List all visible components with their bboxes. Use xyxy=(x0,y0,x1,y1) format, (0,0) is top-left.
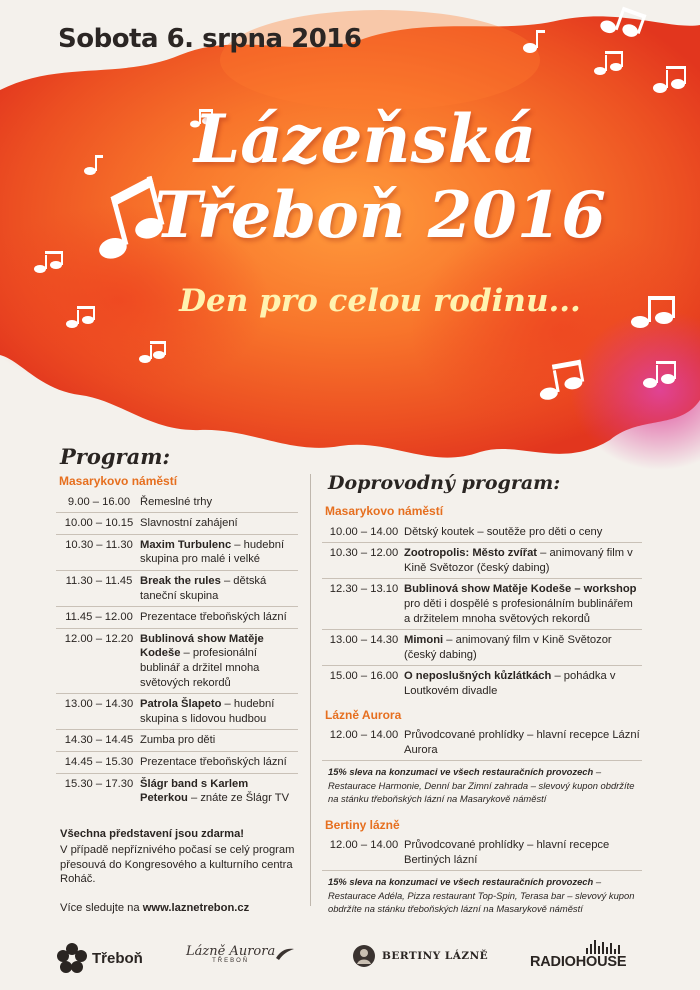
activity-description: Řemeslné trhy xyxy=(140,495,213,508)
program-activity xyxy=(138,574,298,603)
program-row xyxy=(322,522,642,543)
program-heading: Program: xyxy=(60,444,171,469)
activity-description: Prezentace třeboňských lázní xyxy=(140,611,287,624)
column-divider xyxy=(310,474,311,906)
side-program-list-2 xyxy=(322,725,642,760)
program-row xyxy=(56,729,298,751)
program-time: 12.00 – 14.00 xyxy=(329,729,399,742)
logo-lazne-aurora xyxy=(186,944,295,964)
activity-description: – animovaný film v Kině Světozor (český dabing) xyxy=(404,547,633,574)
program-row xyxy=(322,542,642,578)
event-subtitle: Den pro celou rodinu... xyxy=(179,283,581,319)
program-time: 9.00 – 16.00 xyxy=(67,495,131,508)
event-title-line2: Třeboň 2016 xyxy=(154,178,606,253)
website-line xyxy=(56,901,298,916)
side-program-heading: Doprovodný program: xyxy=(328,472,561,494)
venue-aurora: Lázně Aurora xyxy=(325,707,402,722)
venue-masarykovo: Masarykovo náměstí xyxy=(59,474,178,488)
program-row xyxy=(56,492,298,513)
activity-description: – hudební skupina pro malé i velké xyxy=(140,538,285,566)
program-time: 11.45 – 12.00 xyxy=(65,611,133,624)
free-note: Všechna představení jsou zdarma! xyxy=(60,827,245,840)
activity-description: Průvodcované prohlídky – hlavní recepce Lázní Aurora xyxy=(404,729,640,756)
program-row xyxy=(56,512,298,534)
program-time: 13.00 – 14.30 xyxy=(329,634,399,647)
program-time: 10.30 – 11.30 xyxy=(65,538,133,551)
activity-description: – znáte ze Šlágr TV xyxy=(187,792,290,805)
program-row xyxy=(322,578,642,629)
discount-note-bertiny xyxy=(322,870,642,921)
program-time: 14.45 – 15.30 xyxy=(64,755,134,768)
activity-highlight: Mimoni xyxy=(404,634,444,647)
program-time: 12.00 – 12.20 xyxy=(64,632,134,645)
program-row xyxy=(56,751,298,773)
program-activity xyxy=(402,525,642,540)
side-program-column xyxy=(322,504,642,922)
program-row xyxy=(56,628,298,693)
website-link[interactable]: www.laznetrebon.cz xyxy=(142,902,250,915)
program-time: 12.30 – 13.10 xyxy=(329,583,399,596)
discount-text: – Restaurace Harmonie, Denní bar Zimní zahrada – slevový kupon obdržíte na stánku třeboňských lázní na Masarykově náměstí xyxy=(328,766,635,805)
activity-highlight: Bublinová show Matěje Kodeše xyxy=(140,632,264,660)
activity-description: – hudební skupina s lidovou hudbou xyxy=(140,698,275,725)
program-activity xyxy=(138,495,298,510)
logo-bertiny-text: BERTINY LÁZNĚ xyxy=(382,950,489,962)
program-row xyxy=(56,693,298,729)
program-time: 10.00 – 14.00 xyxy=(329,525,399,538)
venue-masarykovo-side: Masarykovo náměstí xyxy=(325,504,444,518)
swoosh-icon xyxy=(275,946,295,962)
logo-aurora-text: Lázně Aurora xyxy=(186,944,276,959)
logo-radiohouse xyxy=(530,940,626,970)
logo-trebon-text: Třeboň xyxy=(92,949,143,967)
logo-aurora-subtext: TŘEBOŇ xyxy=(212,958,250,964)
program-time: 11.30 – 11.45 xyxy=(65,574,133,587)
program-row xyxy=(322,629,642,665)
activity-highlight: Zootropolis: Město zvířat xyxy=(404,547,538,560)
program-row xyxy=(56,570,298,606)
program-column xyxy=(56,474,298,916)
program-activity xyxy=(402,633,642,662)
program-activity xyxy=(138,777,298,806)
venue-bertiny: Bertiny lázně xyxy=(325,817,400,832)
program-activity xyxy=(138,538,298,567)
program-activity xyxy=(138,610,298,625)
program-row xyxy=(322,665,642,701)
weather-note: V případě nepříznivého počasí se celý program přesouvá do Kongresového a kulturního centra Roháč. xyxy=(60,844,295,886)
program-activity xyxy=(402,669,642,698)
program-time: 10.00 – 10.15 xyxy=(64,517,134,530)
program-row xyxy=(322,835,642,870)
discount-bold: 15% sleva na konzumaci ve všech restauračních provozech xyxy=(328,876,594,888)
activity-highlight: Šlágr band s Karlem Peterkou xyxy=(140,777,249,805)
activity-description: Dětský koutek – soutěže pro děti o ceny xyxy=(404,525,603,538)
program-row xyxy=(322,725,642,760)
program-time: 15.00 – 16.00 xyxy=(329,670,399,683)
activity-description: – profesionální bublinář a držitel mnoha světových rekordů xyxy=(140,647,260,689)
activity-description: Slavnostní zahájení xyxy=(140,517,238,530)
activity-highlight: Patrola Šlapeto xyxy=(140,698,222,711)
program-time: 13.00 – 14.30 xyxy=(64,698,134,711)
program-list xyxy=(56,492,298,809)
program-activity xyxy=(402,728,642,757)
discount-text: – Restaurace Adéla, Pizza restaurant Top-Spin, Terasa bar – slevový kupon obdržíte na stánku třeboňských lázní na Masarykově náměstí xyxy=(328,876,635,915)
event-date: Sobota 6. srpna 2016 xyxy=(58,24,362,54)
side-program-list-1 xyxy=(322,522,642,702)
discount-bold: 15% sleva na konzumaci ve všech restauračních provozech xyxy=(328,766,594,778)
program-activity xyxy=(138,733,298,748)
program-activity xyxy=(402,546,642,575)
activity-description: – animovaný film v Kině Světozor (český dabing) xyxy=(404,634,612,661)
more-label: Více sledujte na xyxy=(60,902,143,915)
discount-note-aurora xyxy=(322,760,642,811)
program-activity xyxy=(138,697,298,726)
logo-trebon xyxy=(56,942,143,974)
event-title-line1: Lázeňská xyxy=(193,100,537,178)
activity-highlight: O neposlušných kůzlátkách xyxy=(404,670,552,683)
activity-description: pro děti i dospělé s profesionálním bublinářem a držitelem mnoha světových rekordů xyxy=(404,597,633,625)
activity-highlight: Bublinová show Matěje Kodeše – workshop xyxy=(404,583,637,596)
activity-description: Prezentace třeboňských lázní xyxy=(140,755,287,768)
portrait-medallion-icon xyxy=(352,944,376,968)
program-time: 14.30 – 14.45 xyxy=(64,734,134,747)
program-activity xyxy=(402,582,642,626)
equalizer-icon xyxy=(586,940,626,954)
logo-radiohouse-text: RADIOHOUSE xyxy=(530,954,627,970)
program-activity xyxy=(402,838,642,867)
program-time: 15.30 – 17.30 xyxy=(64,777,134,790)
logo-bertiny-lazne xyxy=(352,944,488,968)
program-activity xyxy=(138,632,298,690)
program-row xyxy=(56,773,298,809)
program-activity xyxy=(138,755,298,770)
flower-icon xyxy=(56,942,88,974)
program-time: 10.30 – 12.00 xyxy=(329,547,399,560)
sponsor-logos xyxy=(0,930,700,980)
program-activity xyxy=(138,516,298,531)
side-program-list-3 xyxy=(322,835,642,870)
activity-description: Průvodcované prohlídky – hlavní recepce Bertiných lázní xyxy=(404,839,610,866)
activity-highlight: Break the rules xyxy=(140,574,221,587)
program-row xyxy=(56,606,298,628)
activity-highlight: Maxim Turbulenc xyxy=(140,538,232,551)
program-row xyxy=(56,534,298,570)
activity-description: – dětská taneční skupina xyxy=(140,574,267,602)
activity-description: – pohádka v Loutkovém divadle xyxy=(404,670,616,697)
program-time: 12.00 – 14.00 xyxy=(329,839,399,852)
activity-description: Zumba pro děti xyxy=(140,734,216,747)
